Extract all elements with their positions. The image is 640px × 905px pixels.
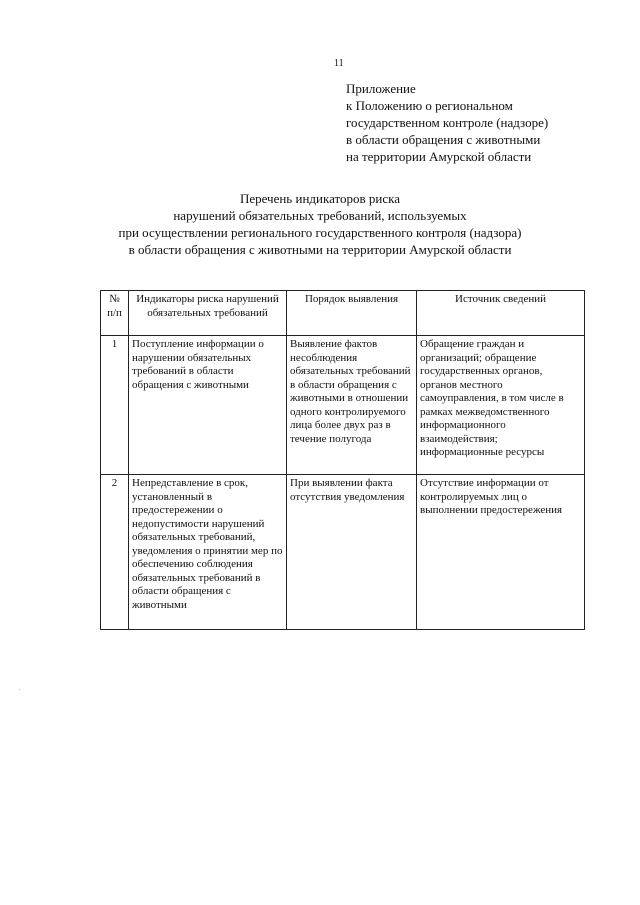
appendix-line: государственном контроле (надзоре) <box>346 115 549 130</box>
table-row <box>101 336 585 475</box>
title-line: в области обращения с животными на территории Амурской области <box>128 242 512 257</box>
risk-indicators-table <box>100 290 585 630</box>
title-line: при осуществлении регионального государственного контроля (надзора) <box>118 225 522 240</box>
document-title <box>90 190 550 258</box>
appendix-line: на территории Амурской области <box>346 149 532 164</box>
title-line: нарушений обязательных требований, используемых <box>173 208 467 223</box>
appendix-note <box>346 80 548 165</box>
page-number: 11 <box>334 58 344 69</box>
header-indicators: Индикаторы риска нарушений обязательных требований <box>129 291 287 336</box>
header-number: № п/п <box>101 291 129 336</box>
cell-source: Обращение граждан и организаций; обращение государственных органов, органов местного самоуправления, в том числе в рамках межведомственного информационного взаимодействия; информационные ресурсы <box>417 336 585 475</box>
cell-source: Отсутствие информации от контролируемых лиц о выполнении предостережения <box>417 475 585 630</box>
header-procedure: Порядок выявления <box>287 291 417 336</box>
table-row <box>101 475 585 630</box>
title-line: Перечень индикаторов риска <box>239 191 401 206</box>
scan-speck <box>19 689 20 690</box>
cell-procedure: При выявлении факта отсутствия уведомления <box>287 475 417 630</box>
appendix-line: Приложение <box>346 81 416 96</box>
cell-number: 1 <box>101 336 129 475</box>
cell-procedure: Выявление фактов несоблюдения обязательных требований в области обращения с животными в отношении одного контролируемого лица более двух раз в течение полугода <box>287 336 417 475</box>
appendix-line: к Положению о региональном <box>346 98 513 113</box>
cell-indicator: Поступление информации о нарушении обязательных требований в области обращения с животными <box>129 336 287 475</box>
header-source: Источник сведений <box>417 291 585 336</box>
appendix-line: в области обращения с животными <box>346 132 541 147</box>
cell-number: 2 <box>101 475 129 630</box>
table-header-row <box>101 291 585 336</box>
cell-indicator: Непредставление в срок, установленный в предостережении о недопустимости нарушений обязательных требований, уведомления о принятии мер по обеспечению соблюдения обязательных требований в области обращения с животными <box>129 475 287 630</box>
